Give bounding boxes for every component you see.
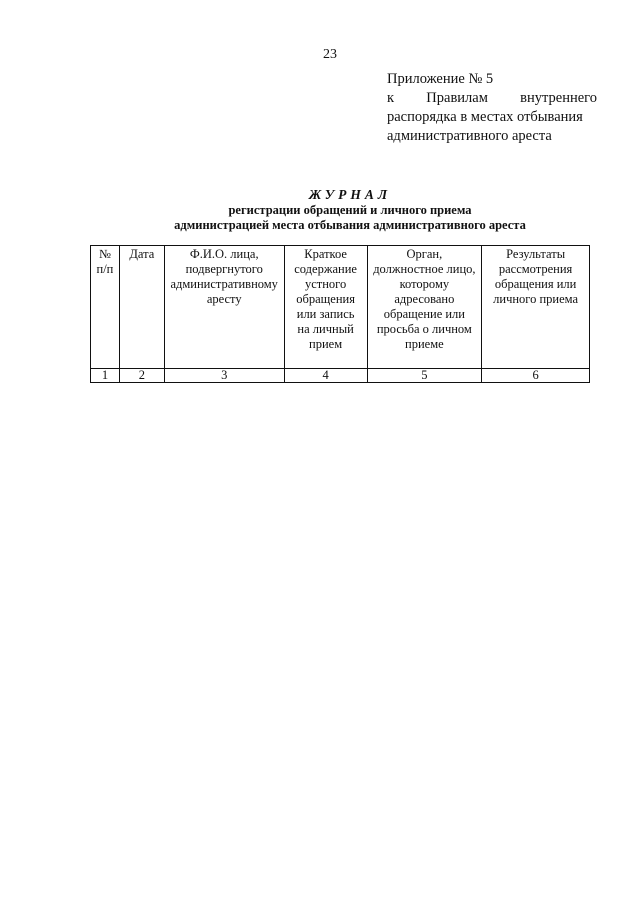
header-cell-results: [482, 246, 590, 369]
header-line: обращения или: [494, 277, 577, 291]
header-line: которому: [399, 277, 450, 291]
page-number: 23: [323, 47, 337, 62]
column-number-cell: 5: [367, 369, 482, 383]
header-line: №: [98, 247, 111, 261]
header-cell-date: [119, 246, 164, 369]
journal-subtitle-2: администрацией места отбывания административного ареста: [174, 218, 526, 232]
header-line: Ф.И.О. лица,: [189, 247, 259, 261]
header-line: прием: [309, 337, 343, 351]
header-line: приеме: [405, 337, 444, 351]
header-line: обращение или: [383, 307, 465, 321]
header-cell-summary: [284, 246, 367, 369]
appendix-header: [387, 70, 597, 146]
appendix-word: Правилам: [426, 90, 488, 106]
journal-table: [90, 245, 590, 383]
header-line: подвергнутого: [185, 262, 263, 276]
appendix-line-3: распорядка в местах отбывания: [387, 109, 583, 125]
header-line: аресту: [206, 292, 242, 306]
journal-subtitle-1: регистрации обращений и личного приема: [228, 203, 472, 217]
header-line: личного приема: [493, 292, 579, 306]
column-number-cell: 2: [119, 369, 164, 383]
header-line: должностное лицо,: [373, 262, 476, 276]
header-line: Дата: [129, 247, 155, 261]
header-line: административному: [170, 277, 278, 291]
column-number-row: [91, 369, 590, 383]
journal-title-block: [90, 186, 610, 233]
appendix-word: внутреннего: [520, 90, 597, 106]
header-line: просьба о личном: [376, 322, 472, 336]
header-line: адресовано: [394, 292, 455, 306]
column-number-cell: 3: [164, 369, 284, 383]
header-line: Краткое: [304, 247, 347, 261]
header-cell-name: [164, 246, 284, 369]
table-header-row: [91, 246, 590, 369]
column-number-cell: 6: [482, 369, 590, 383]
header-line: Результаты: [506, 247, 566, 261]
header-line: обращения: [296, 292, 355, 306]
header-cell-number: [91, 246, 120, 369]
journal-title: ЖУРНАЛ: [308, 187, 392, 202]
header-line: на личный: [297, 322, 354, 336]
header-line: устного: [304, 277, 347, 291]
column-number-cell: 4: [284, 369, 367, 383]
appendix-title: Приложение № 5: [387, 71, 494, 87]
appendix-word: к: [387, 90, 395, 106]
header-line: содержание: [294, 262, 357, 276]
appendix-line-4: административного ареста: [387, 128, 552, 144]
appendix-line-2: [387, 89, 597, 108]
header-line: Орган,: [406, 247, 443, 261]
header-cell-official: [367, 246, 482, 369]
header-line: рассмотрения: [498, 262, 573, 276]
header-line: п/п: [96, 262, 114, 276]
header-line: или запись: [296, 307, 355, 321]
column-number-cell: 1: [91, 369, 120, 383]
